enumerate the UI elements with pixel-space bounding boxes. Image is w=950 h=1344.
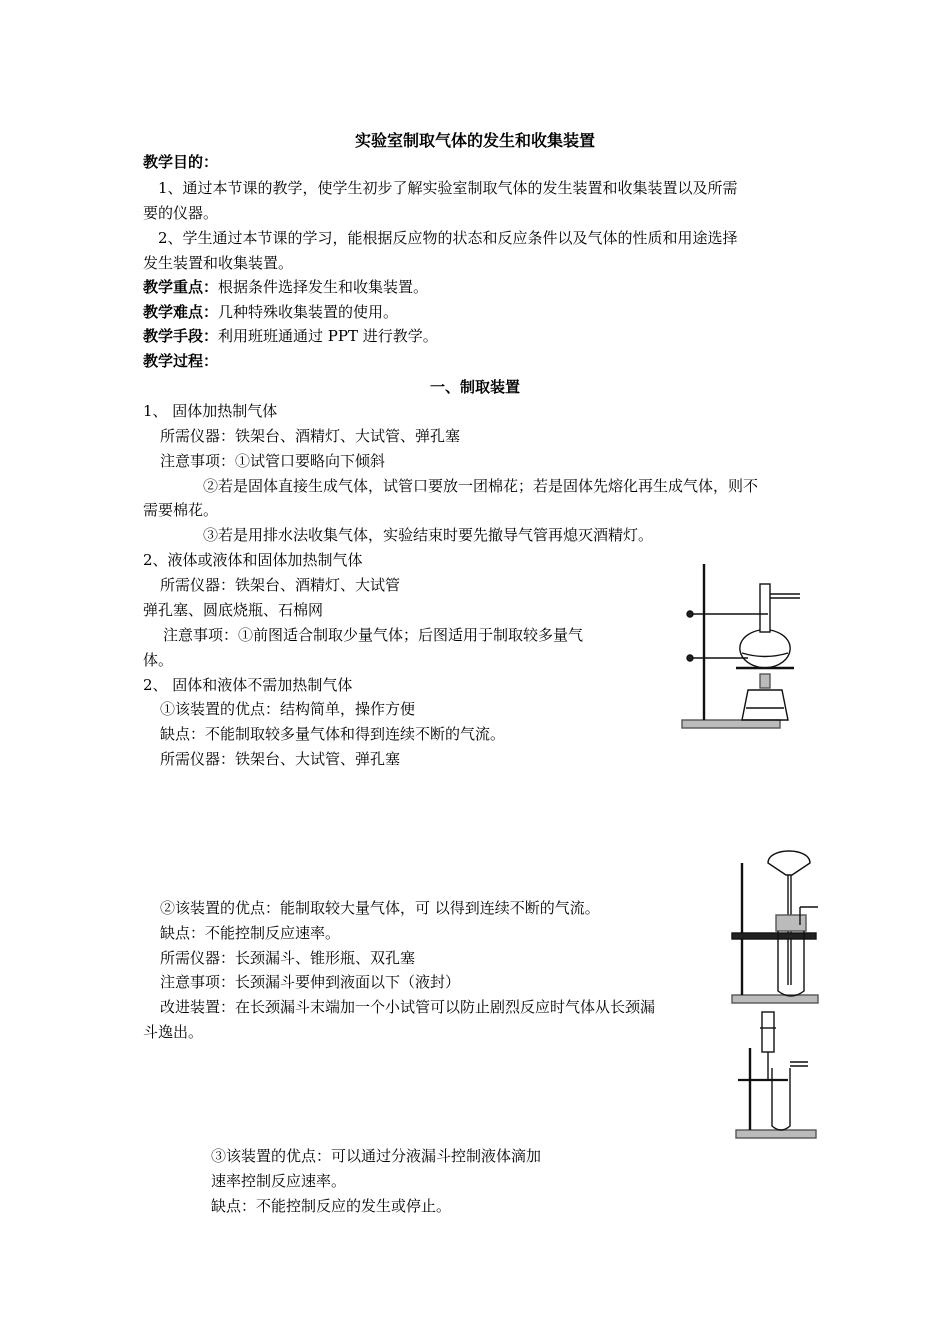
stand-base: [682, 720, 780, 728]
alcohol-lamp: [742, 690, 788, 720]
objective-2-line-2: 发生装置和收集装置。: [143, 254, 294, 272]
key-point-text: 根据条件选择发生和收集装置。: [218, 278, 429, 296]
part2-note-line-1: 注意事项：①前图适合制取少量气体；后图适用于制取较多量气: [163, 626, 584, 644]
flask-heating-apparatus-figure: [660, 558, 815, 738]
part3-instruments-2: 所需仪器：长颈漏斗、锥形瓶、双孔塞: [160, 949, 416, 967]
difficulty-text: 几种特殊收集装置的使用。: [218, 303, 399, 321]
funnel-test-tube-apparatus-figure: [728, 845, 828, 1010]
objective-1-line-1: 1、通过本节课的教学，使学生初步了解实验室制取气体的发生装置和收集装置以及所需: [158, 179, 738, 197]
objective-2-line-1: 2、学生通过本节课的学习，能根据反应物的状态和反应条件以及气体的性质和用途选择: [158, 229, 738, 247]
objective-1-line-2: 要的仪器。: [143, 204, 219, 222]
part2-instruments-line-2: 弹孔塞、圆底烧瓶、石棉网: [143, 601, 324, 619]
part3-improvement-line-2: 斗逸出。: [143, 1023, 204, 1041]
part3-advantage-2: ②该装置的优点：能制取较大量气体，可 以得到连续不断的气流。: [160, 899, 600, 917]
part3-instruments-1: 所需仪器：铁架台、大试管、弹孔塞: [160, 750, 401, 768]
flask-neck: [760, 584, 770, 632]
separatory-funnel: [762, 1012, 774, 1052]
part1-note-3: ③若是用排水法收集气体，实验结束时要先撤导气管再熄灭酒精灯。: [203, 526, 654, 544]
part3-heading: 2、 固体和液体不需加热制气体: [143, 676, 353, 694]
part3-improvement-line-1: 改进装置：在长颈漏斗末端加一个小试管可以防止剧烈反应时气体从长颈漏: [160, 998, 656, 1016]
part3-advantage-1: ①该装置的优点：结构简单，操作方便: [160, 700, 416, 718]
objectives-heading: 教学目的：: [143, 153, 219, 171]
stand-base: [732, 995, 818, 1003]
part1-note-1: 注意事项：①试管口要略向下倾斜: [160, 452, 386, 470]
part3-note-2: 注意事项：长颈漏斗要伸到液面以下（液封）: [160, 973, 461, 991]
part3-disadvantage-2: 缺点：不能控制反应速率。: [160, 924, 341, 942]
key-point-label: 教学重点：: [143, 278, 219, 296]
part1-note-2-line-2: 需要棉花。: [143, 501, 219, 519]
means-label: 教学手段：: [143, 327, 219, 345]
process-heading: 教学过程：: [143, 352, 219, 370]
small-tube-apparatus-figure: [732, 1008, 832, 1143]
difficulty-line: [143, 302, 398, 322]
means-line: [143, 326, 438, 346]
part1-instruments: 所需仪器：铁架台、酒精灯、大试管、弹孔塞: [160, 427, 461, 445]
part1-heading: 1、 固体加热制气体: [143, 402, 278, 420]
part3-disadvantage-3: 缺点：不能控制反应的发生或停止。: [211, 1197, 452, 1215]
means-text: 利用班班通通过 PPT 进行教学。: [218, 327, 438, 345]
funnel-bowl: [768, 851, 810, 875]
key-point-line: [143, 277, 428, 297]
lamp-wick: [760, 674, 770, 688]
clamp-knob: [687, 655, 693, 661]
round-bottom-flask: [740, 630, 790, 668]
part2-instruments-line-1: 所需仪器：铁架台、酒精灯、大试管: [160, 576, 401, 594]
test-tube: [772, 1068, 790, 1130]
document-title: 实验室制取气体的发生和收集装置: [354, 131, 595, 150]
part3-advantage-3-line-1: ③该装置的优点：可以通过分液漏斗控制液体滴加: [211, 1147, 542, 1165]
difficulty-label: 教学难点：: [143, 303, 219, 321]
part1-note-2-line-1: ②若是固体直接生成气体，试管口要放一团棉花；若是固体先熔化再生成气体，则不: [203, 477, 759, 495]
section-heading: 一、制取装置: [429, 378, 520, 396]
part2-note-line-2: 体。: [143, 651, 174, 669]
part3-advantage-3-line-2: 速率控制反应速率。: [211, 1172, 347, 1190]
part2-heading: 2、液体或液体和固体加热制气体: [143, 551, 363, 569]
double-hole-stopper: [776, 915, 806, 931]
clamp-knob-upper: [687, 611, 693, 617]
part3-disadvantage-1: 缺点：不能制取较多量气体和得到连续不断的气流。: [160, 725, 506, 743]
stand-base: [736, 1130, 816, 1138]
